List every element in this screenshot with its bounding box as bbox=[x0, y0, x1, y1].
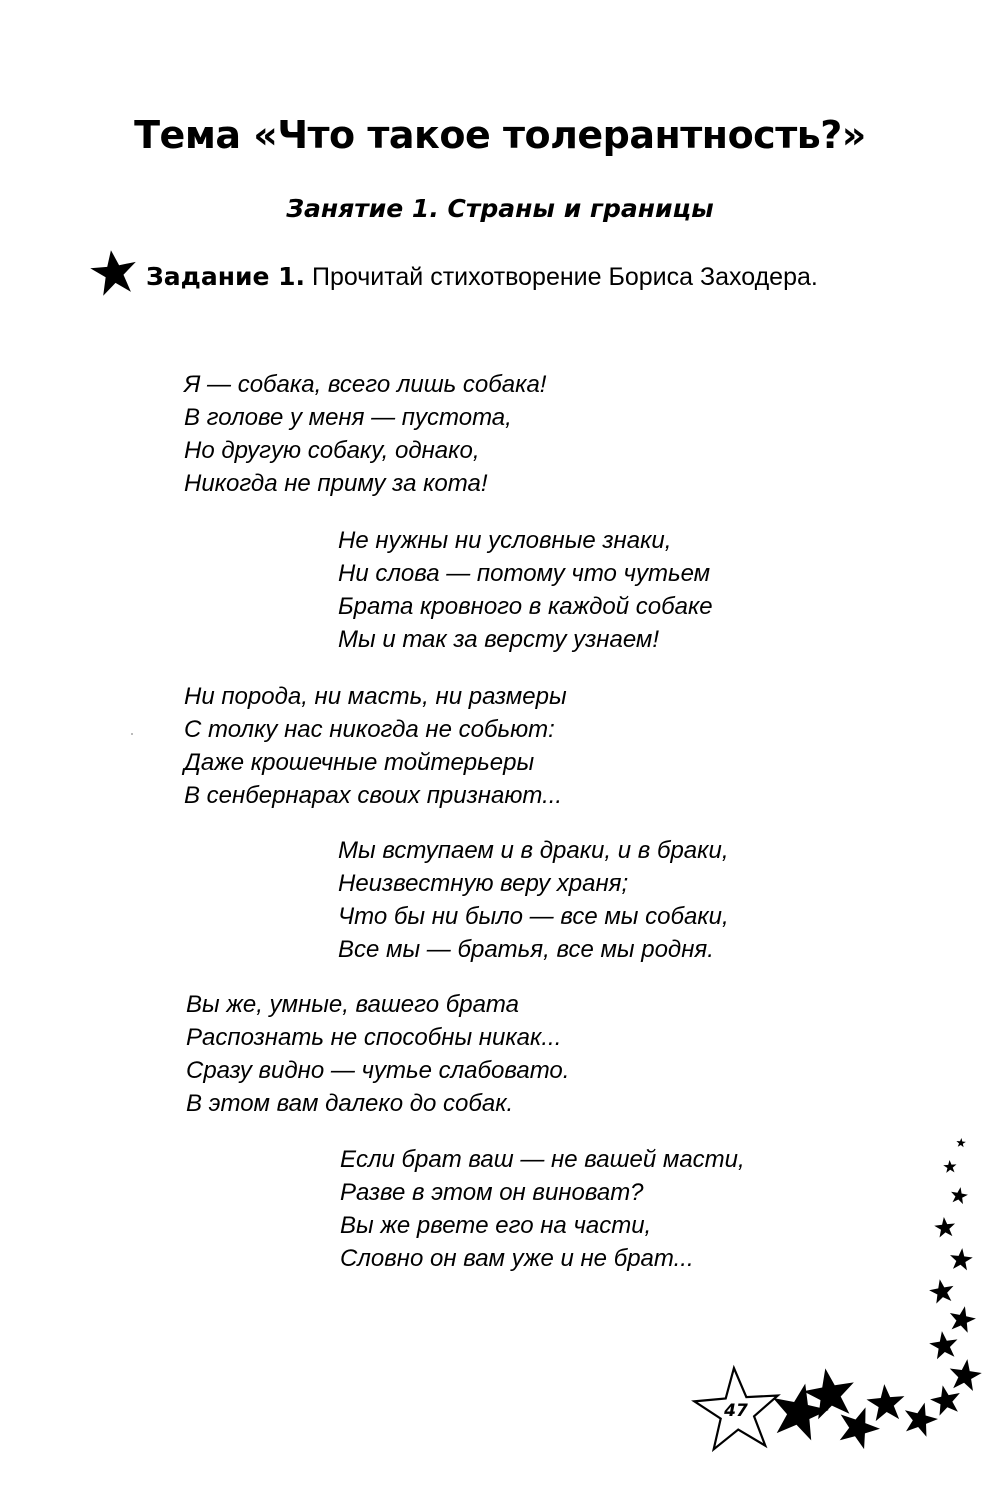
star-icon bbox=[933, 1216, 956, 1238]
star-icon bbox=[949, 1247, 974, 1271]
poem-line: Вы же рвете его на части, bbox=[340, 1212, 652, 1239]
poem-line: Никогда не приму за кота! bbox=[184, 470, 488, 497]
poem-line: Сразу видно — чутье слабовато. bbox=[186, 1057, 570, 1084]
star-icon bbox=[943, 1160, 957, 1174]
poem-line: Распознать не способны никак... bbox=[186, 1024, 562, 1051]
star-icon bbox=[949, 1186, 969, 1205]
poem-line: Но другую собаку, однако, bbox=[184, 437, 480, 464]
star-icon bbox=[900, 1398, 941, 1438]
poem-line: Ни слова — потому что чутьем bbox=[338, 560, 711, 587]
poem-line: Что бы ни было — все мы собаки, bbox=[338, 903, 729, 930]
page-number: 47 bbox=[724, 1401, 748, 1421]
star-icon bbox=[865, 1382, 906, 1421]
poem-line: Ни порода, ни масть, ни размеры bbox=[184, 683, 567, 710]
star-icon bbox=[928, 1382, 964, 1417]
star-icon bbox=[947, 1304, 978, 1334]
poem-line: Разве в этом он виноват? bbox=[340, 1179, 644, 1206]
task-label: Задание 1. bbox=[146, 262, 306, 291]
poem-line: Мы и так за версту узнаем! bbox=[338, 626, 660, 653]
star-icon bbox=[928, 1329, 960, 1360]
star-icon bbox=[956, 1138, 966, 1148]
poem-line: Я — собака, всего лишь собака! bbox=[184, 371, 547, 398]
lesson-title: Занятие 1. Страны и границы bbox=[286, 194, 714, 223]
poem-line: В голове у меня — пустота, bbox=[184, 404, 512, 431]
poem-line: Не нужны ни условные знаки, bbox=[338, 527, 672, 554]
poem-line: Словно он вам уже и не брат... bbox=[340, 1245, 694, 1272]
poem-line: Если брат ваш — не вашей масти, bbox=[340, 1146, 745, 1173]
poem-line: Неизвестную веру храня; bbox=[338, 870, 629, 897]
poem-line: В этом вам далеко до собак. bbox=[186, 1090, 514, 1117]
poem-line: Мы вступаем и в драки, и в браки, bbox=[338, 837, 729, 864]
poem-line: В сенбернарах своих признают... bbox=[184, 782, 563, 809]
poem-line: Даже крошечные тойтерьеры bbox=[184, 749, 535, 776]
poem-line: Брата кровного в каждой собаке bbox=[338, 593, 713, 620]
task-instruction: Прочитай стихотворение Бориса Заходера. bbox=[312, 263, 818, 291]
page-title: Тема «Что такое толерантность?» bbox=[134, 113, 866, 157]
poem-line: С толку нас никогда не собьют: bbox=[184, 716, 555, 743]
poem-line: Вы же, умные, вашего брата bbox=[186, 991, 519, 1018]
poem-line: Все мы — братья, все мы родня. bbox=[338, 936, 714, 963]
star-icon bbox=[947, 1357, 983, 1392]
star-icon bbox=[928, 1277, 956, 1304]
